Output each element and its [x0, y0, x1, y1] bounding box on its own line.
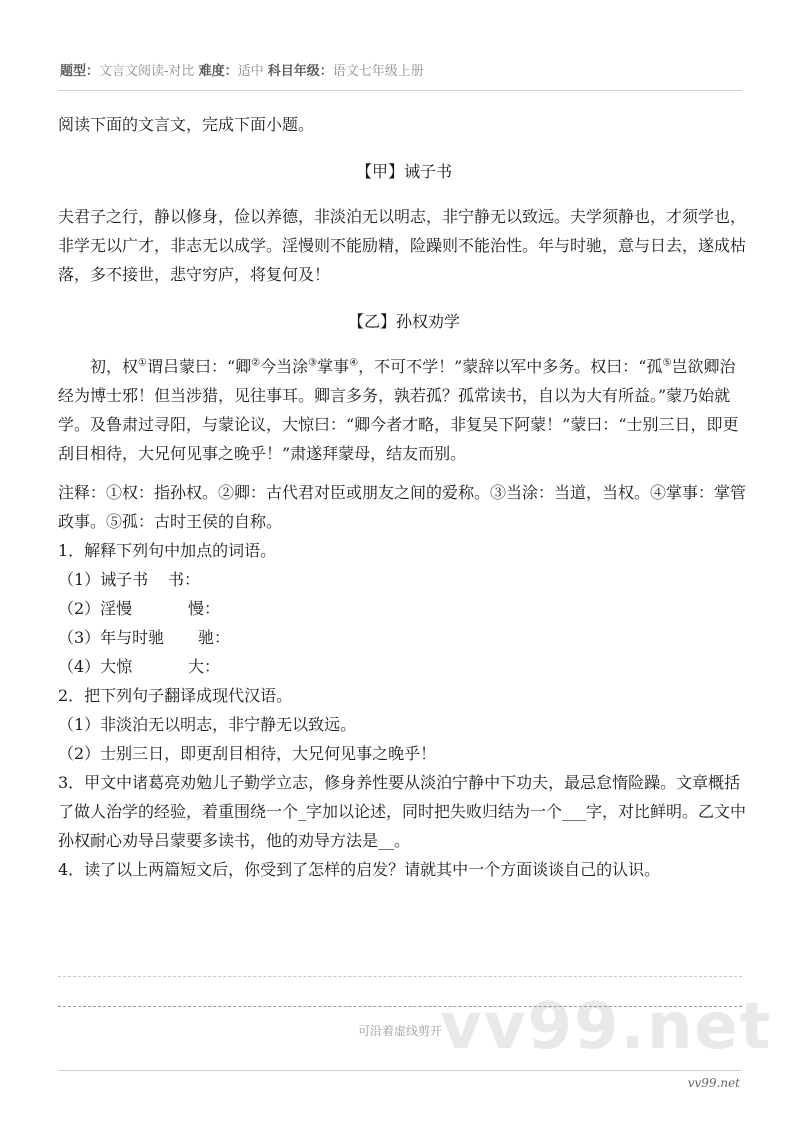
cut-line-upper	[58, 976, 742, 977]
subject-label: 科目年级：	[267, 64, 333, 79]
question-2-item: （1）非淡泊无以明志，非宁静无以致远。	[58, 715, 357, 734]
cut-instruction: 可沿着虚线剪开	[357, 1024, 442, 1038]
note-mark: ①	[138, 357, 147, 369]
difficulty-label: 难度：	[198, 64, 238, 79]
text-b-seg: 初，权	[90, 357, 139, 376]
difficulty-value: 适中	[237, 64, 264, 79]
question-2-item: （2）士别三日，即更刮目相待，大兄何见事之晚乎！	[58, 744, 437, 763]
question-4: 4．读了以上两篇短文后，你受到了怎样的启发？请就其中一个方面谈谈自己的认识。	[58, 860, 661, 879]
type-label: 题型：	[60, 64, 100, 79]
annotations: 注释：①权：指孙权。②卿：古代君对臣或朋友之间的爱称。③当涂：当道，当权。④掌事：掌管政事。⑤孤：古时王侯的自称。	[58, 483, 747, 531]
document-body	[58, 110, 750, 884]
text-b-seg: 今当涂	[260, 357, 309, 376]
note-mark: ④	[349, 357, 359, 369]
note-mark: ③	[308, 357, 318, 369]
note-mark: ②	[251, 357, 261, 369]
type-value: 文言文阅读-对比	[99, 64, 195, 79]
text-b-title: 【乙】孙权劝学	[347, 312, 460, 331]
question-1-item: （3）年与时驰 驰：	[58, 628, 231, 647]
footer-divider	[58, 1070, 742, 1071]
intro-text: 阅读下面的文言文，完成下面小题。	[58, 115, 315, 134]
footer-site: vv99.net	[687, 1076, 740, 1090]
text-a-title: 【甲】诫子书	[355, 162, 452, 181]
question-1-item: （2）淫慢 慢：	[58, 599, 221, 618]
question-1: 1．解释下列句中加点的词语。	[58, 541, 277, 560]
question-1-item: （4）大惊 大：	[58, 657, 221, 676]
header-divider	[58, 90, 742, 91]
question-1-item: （1）诫子书 书：	[58, 570, 201, 589]
meta-header	[60, 60, 424, 79]
text-b-seg: ，不可不学！”蒙辞以军中多务。权曰：“孤	[358, 357, 663, 376]
text-b-seg: 谓吕蒙曰：“卿	[146, 357, 252, 376]
text-a-body: 夫君子之行，静以修身，俭以养德，非淡泊无以明志，非宁静无以致远。夫学须静也，才须学也，非学无以广才，非志无以成学。淫慢则不能励精，险躁则不能治性。年与时驰，意与日去，遂成枯落，多不接世，悲守穷庐，将复何及！	[58, 207, 747, 284]
text-b-seg: 掌事	[317, 357, 350, 376]
text-b-body	[58, 352, 750, 468]
cut-line-lower	[58, 1006, 742, 1007]
question-2: 2．把下列句子翻译成现代汉语。	[58, 686, 293, 705]
text-b-seg: 岂欲卿治经为博士邪！但当涉猎，见往事耳。卿言多务，孰若孤？孤常读书，自以为大有所益。”蒙乃始就学。及鲁肃过寻阳，与蒙论议，大惊曰：“卿今者才略，非复吴下阿蒙！”蒙曰：“士别三日，即更刮目相待，大兄何见事之晚乎！”肃遂拜蒙母，结友而别。	[58, 357, 739, 463]
note-mark: ⑤	[662, 357, 672, 369]
watermark: vv99.net	[440, 990, 773, 1064]
question-3: 3．甲文中诸葛亮劝勉儿子勤学立志，修身养性要从淡泊宁静中下功夫，最忌怠惰险躁。文章概括了做人治学的经验，着重围绕一个_字加以论述，同时把失败归结为一个___字，对比鲜明。乙文中孙权耐心劝导吕蒙要多读书，他的劝导方法是__。	[58, 773, 747, 850]
subject-value: 语文七年级上册	[332, 64, 424, 79]
